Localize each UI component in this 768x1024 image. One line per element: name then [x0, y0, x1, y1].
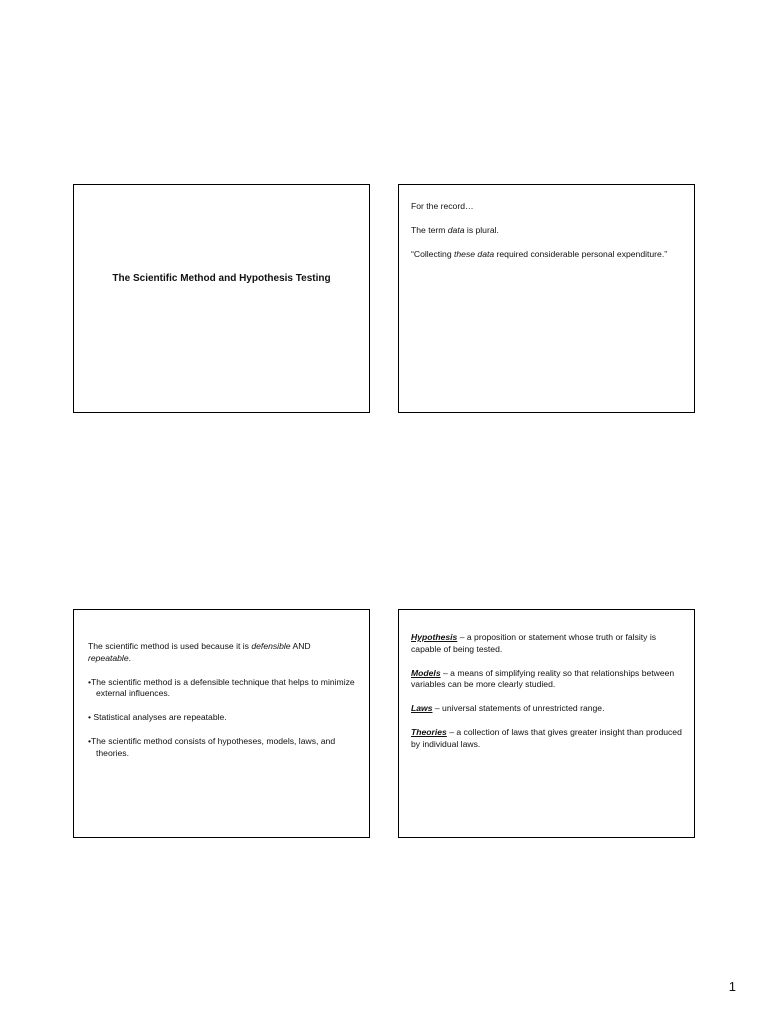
quote-text-2: required considerable personal expenditure.”: [494, 248, 668, 259]
slide-data-plural: [398, 184, 695, 413]
bullet-item: [88, 712, 356, 724]
definition-term: Laws: [411, 703, 433, 714]
term-text-2: is plural.: [464, 224, 499, 235]
quote-italic-these-data: these data: [454, 248, 495, 259]
slide-title-heading: The Scientific Method and Hypothesis Testing: [112, 273, 331, 284]
definition-text: – universal statements of unrestricted range.: [432, 703, 605, 714]
definition-text: – a proposition or statement whose truth or falsity is capable of being tested.: [411, 632, 657, 654]
bullet-marker: •: [88, 676, 92, 687]
intro-italic-defensible: defensible: [251, 641, 291, 651]
bullet-item: [88, 736, 356, 760]
quote-line: [411, 249, 681, 261]
bullet-marker: •: [88, 735, 92, 746]
definition-text: – a means of simplifying reality so that relationships between variables can be more clearly studied.: [411, 667, 675, 690]
slide-title: [73, 184, 370, 413]
intro-paragraph: [88, 641, 356, 665]
term-italic-data: data: [447, 224, 465, 235]
slide-body: [88, 641, 356, 772]
bullet-text: The scientific method consists of hypotheses, models, laws, and theories.: [91, 735, 336, 758]
bullet-item: [88, 677, 356, 701]
slide-body: [411, 632, 687, 763]
bullet-marker: •: [88, 712, 92, 723]
definition-term: Theories: [411, 726, 447, 737]
record-line: [411, 201, 681, 213]
definition-item: [411, 703, 687, 715]
term-line: [411, 225, 681, 237]
term-text-1: The term: [411, 224, 448, 235]
quote-text-1: “Collecting: [411, 248, 454, 259]
intro-italic-repeatable: repeatable: [88, 652, 129, 663]
definition-term: Hypothesis: [411, 632, 458, 642]
definition-item: [411, 632, 687, 656]
intro-text-1: The scientific method is used because it is: [88, 641, 252, 651]
definition-item: [411, 727, 687, 751]
slide-definitions: [398, 609, 695, 838]
intro-text-2: AND: [290, 641, 311, 651]
definition-text: – a collection of laws that gives greater insight than produced by individual laws.: [411, 726, 682, 749]
definition-item: [411, 668, 687, 692]
slide-body: [411, 201, 681, 272]
bullet-text: The scientific method is a defensible technique that helps to minimize external influences.: [91, 676, 355, 699]
slide-scientific-method: [73, 609, 370, 838]
intro-text-3: .: [128, 652, 132, 663]
page-number: 1: [728, 979, 736, 994]
record-text: For the record…: [411, 201, 474, 211]
bullet-text: Statistical analyses are repeatable.: [93, 712, 227, 723]
definition-term: Models: [411, 667, 441, 678]
